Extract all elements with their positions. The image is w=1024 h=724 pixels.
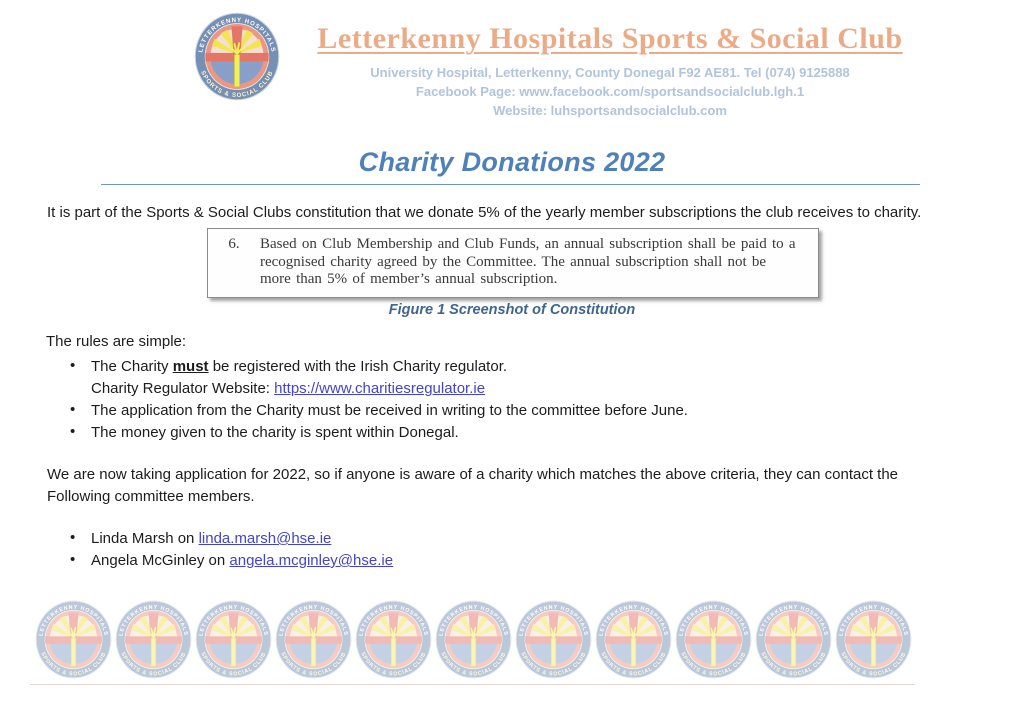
contact-name: Angela McGinley on bbox=[91, 552, 230, 569]
contact-item-angela bbox=[47, 550, 747, 572]
header bbox=[240, 22, 980, 120]
bullet-icon: • bbox=[70, 401, 76, 418]
bullet-icon: • bbox=[70, 357, 76, 374]
rule-item-application bbox=[47, 400, 977, 422]
application-paragraph bbox=[47, 464, 987, 508]
club-logo-watermark bbox=[835, 600, 912, 679]
contact-name: Linda Marsh on bbox=[91, 530, 199, 547]
rule-must-emphasis: must bbox=[172, 358, 209, 375]
club-name: Letterkenny Hospitals Sports & Social Club bbox=[317, 22, 903, 55]
facebook-line: Facebook Page: www.facebook.com/sportsandsocialclub.lgh.1 bbox=[415, 84, 805, 99]
bullet-icon: • bbox=[70, 551, 76, 568]
rules-heading: The rules are simple: bbox=[46, 333, 187, 350]
website-line: Website: luhsportsandsocialclub.com bbox=[493, 103, 727, 118]
header-contact-lines bbox=[240, 63, 980, 120]
angela-email-link[interactable]: angela.mcginley@hse.ie bbox=[229, 552, 394, 569]
bullet-icon: • bbox=[70, 529, 76, 546]
bullet-icon: • bbox=[70, 423, 76, 440]
club-logo-watermark bbox=[115, 600, 192, 679]
application-line2: Following committee members. bbox=[47, 488, 255, 505]
intro-paragraph: It is part of the Sports & Social Clubs constitution that we donate 5% of the yearly member subscriptions the club receives to charity. bbox=[47, 204, 922, 221]
rule-text: be registered with the Irish Charity regulator. bbox=[208, 358, 508, 375]
footer-logo-row bbox=[35, 600, 993, 679]
club-logo-watermark bbox=[595, 600, 672, 679]
charities-regulator-link[interactable]: https://www.charitiesregulator.ie bbox=[274, 380, 486, 397]
contact-item-linda bbox=[47, 528, 747, 550]
figure-caption: Figure 1 Screenshot of Constitution bbox=[388, 302, 636, 318]
constitution-item-number: 6. bbox=[228, 236, 240, 252]
rule-item-regulator-website bbox=[47, 378, 977, 400]
club-logo-watermark bbox=[195, 600, 272, 679]
rule-text: The Charity bbox=[91, 358, 173, 375]
club-logo-watermark bbox=[35, 600, 112, 679]
club-logo-watermark bbox=[675, 600, 752, 679]
application-line1: We are now taking application for 2022, so if anyone is aware of a charity which matches the above criteria, they can contact the bbox=[47, 466, 899, 483]
linda-email-link[interactable]: linda.marsh@hse.ie bbox=[198, 530, 332, 547]
rule-text: The money given to the charity is spent within Donegal. bbox=[91, 424, 459, 441]
rule-text: The application from the Charity must be received in writing to the committee before June. bbox=[91, 402, 688, 419]
club-logo-watermark bbox=[755, 600, 832, 679]
page-title: Charity Donations 2022 bbox=[358, 147, 666, 177]
club-logo-watermark bbox=[275, 600, 352, 679]
constitution-text: Based on Club Membership and Club Funds, an annual subscription shall be paid to a recognised charity agreed by the Committee. The annual subscription shall not be more than 5% of member’s annual subscription. bbox=[260, 236, 796, 287]
club-logo-watermark bbox=[435, 600, 512, 679]
rules-list bbox=[47, 356, 977, 444]
title-divider bbox=[101, 184, 920, 185]
footer-divider bbox=[30, 684, 915, 685]
club-logo-watermark bbox=[355, 600, 432, 679]
regulator-website-label: Charity Regulator Website: bbox=[91, 380, 275, 397]
rule-item-registered bbox=[47, 356, 977, 378]
contacts-list bbox=[47, 528, 747, 572]
club-logo-watermark bbox=[515, 600, 592, 679]
constitution-screenshot bbox=[207, 228, 819, 298]
address-line: University Hospital, Letterkenny, County Donegal F92 AE81. Tel (074) 9125888 bbox=[370, 65, 850, 80]
rule-item-donegal bbox=[47, 422, 977, 444]
